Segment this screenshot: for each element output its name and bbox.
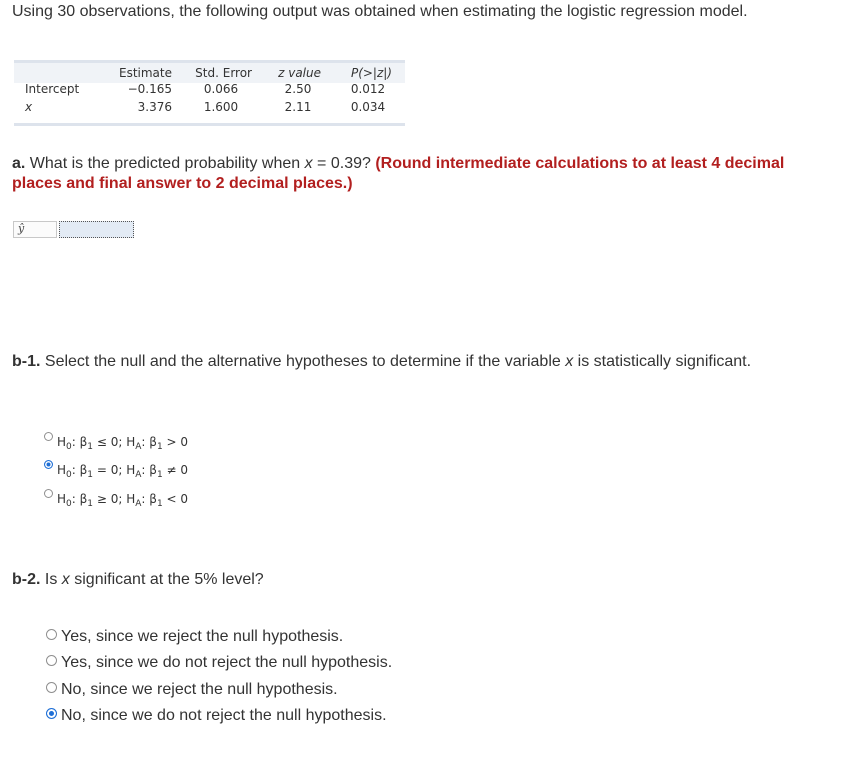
- x-std-error: 1.600: [203, 100, 239, 114]
- question-b2: [12, 570, 772, 590]
- radio-button-selected[interactable]: [46, 708, 57, 719]
- intercept-std-error: 0.066: [203, 82, 239, 96]
- radio-button[interactable]: [46, 629, 57, 640]
- x-p-value: 0.034: [350, 100, 386, 114]
- header-z-value: z value: [278, 66, 321, 80]
- question-a-text-end: = 0.39?: [312, 155, 376, 172]
- intercept-p-value: 0.012: [350, 82, 386, 96]
- hypothesis-option-2-label: $H_0$: $\beta_1 = 0$; $H_A$: $\beta_1 \ne 0$: [57, 463, 189, 480]
- row-x-label: x: [25, 100, 33, 114]
- question-a-var: x: [304, 155, 313, 172]
- hypothesis-option-3-label: $H_0$: $\beta_1 \ge 0$; $H_A$: $\beta_1 < 0$: [57, 492, 189, 509]
- header-std-error: Std. Error: [195, 66, 252, 80]
- question-a-prefix: a.: [12, 155, 26, 172]
- significance-option-2[interactable]: [46, 653, 392, 673]
- intercept-z-value: 2.50: [284, 82, 312, 96]
- hypothesis-option-2[interactable]: [44, 460, 188, 480]
- question-b2-prefix: b-2.: [12, 571, 41, 588]
- yhat-label: ŷ: [13, 221, 57, 238]
- question-b1: [12, 352, 772, 372]
- hypothesis-option-1[interactable]: [44, 432, 188, 452]
- question-b2-var: x: [61, 571, 70, 588]
- question-b2-text-end: significant at the 5% level?: [69, 571, 264, 588]
- intro-text: Using 30 observations, the following output was obtained when estimating the logistic regression model.: [12, 3, 748, 20]
- radio-button[interactable]: [44, 432, 53, 441]
- question-b1-text-end: is statistically significant.: [573, 353, 752, 370]
- significance-option-4-label: No, since we do not reject the null hypothesis.: [61, 707, 387, 724]
- significance-option-1-label: Yes, since we reject the null hypothesis.: [61, 628, 344, 645]
- significance-option-2-label: Yes, since we do not reject the null hypothesis.: [61, 654, 393, 671]
- predicted-probability-input[interactable]: [59, 221, 134, 238]
- table-bottom-band: [14, 123, 405, 126]
- significance-option-3-label: No, since we reject the null hypothesis.: [61, 681, 338, 698]
- radio-button[interactable]: [44, 489, 53, 498]
- header-estimate: Estimate: [118, 66, 172, 80]
- hypothesis-option-1-label: $H_0$: $\beta_1 \le 0$; $H_A$: $\beta_1 > 0$: [57, 435, 189, 452]
- x-z-value: 2.11: [284, 100, 312, 114]
- x-estimate: 3.376: [137, 100, 172, 114]
- question-b1-var: x: [565, 353, 574, 370]
- significance-option-1[interactable]: [46, 627, 343, 647]
- question-a-text-start: What is the predicted probability when: [29, 155, 305, 172]
- question-b1-prefix: b-1.: [12, 353, 41, 370]
- question-a-instruction: (Round intermediate calculations to at least 4 decimal places and final answer to 2 decimal places.): [12, 155, 785, 192]
- header-p-value: P(>|z|): [350, 66, 392, 80]
- question-a: [12, 154, 812, 194]
- radio-button[interactable]: [46, 682, 57, 693]
- hypothesis-option-3[interactable]: [44, 489, 188, 509]
- question-b1-text-start: Select the null and the alternative hypotheses to determine if the variable: [44, 353, 566, 370]
- significance-option-4[interactable]: [46, 706, 387, 726]
- significance-option-3[interactable]: [46, 680, 338, 700]
- radio-button-selected[interactable]: [44, 460, 53, 469]
- radio-button[interactable]: [46, 655, 57, 666]
- regression-table: [14, 60, 405, 130]
- row-intercept-label: Intercept: [25, 82, 80, 96]
- question-b2-text-start: Is: [44, 571, 62, 588]
- intercept-estimate: −0.165: [127, 82, 172, 96]
